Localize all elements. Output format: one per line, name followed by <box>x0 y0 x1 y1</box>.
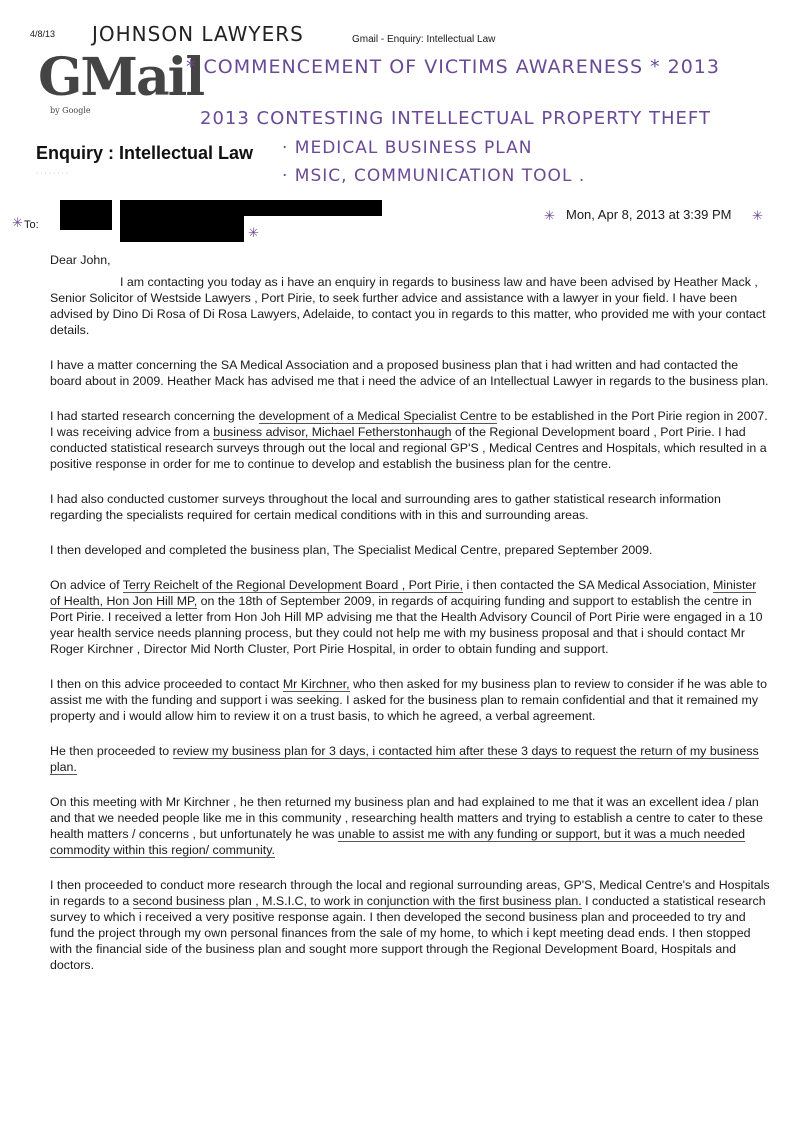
text: On advice of <box>50 578 123 592</box>
window-title: Gmail - Enquiry: Intellectual Law <box>352 34 496 45</box>
handwritten-note-medical-plan: · MEDICAL BUSINESS PLAN <box>282 138 533 158</box>
paragraph-4: I had also conducted customer surveys throughout the local and surrounding ares to gather statistical research information regarding the specialists required for certain medical conditions with in this and surrounding areas. <box>50 492 721 522</box>
underlined-text: business advisor, Michael Fetherstonhaugh <box>213 425 452 439</box>
text: I had started research concerning the <box>50 409 259 423</box>
handwritten-note-contesting-theft: 2013 CONTESTING INTELLECTUAL PROPERTY THEFT <box>200 108 711 129</box>
underlined-text: Minister of Health, Hon Jon Hill MP, <box>50 578 757 608</box>
star-mark-icon: ✳ <box>248 225 259 240</box>
handwritten-note-msic: · MSIC, COMMUNICATION TOOL . <box>282 166 586 186</box>
paragraph-3 <box>50 408 770 472</box>
text: I then proceeded to conduct more research through the local and regional surrounding areas, GP'S, Medical Centre's and Hospitals in regards to a <box>50 878 770 908</box>
greeting: Dear John, <box>50 253 111 267</box>
star-mark-icon: ✳ <box>544 208 555 223</box>
text: to be established in the Port Pirie region in 2007. I was receiving advice from a <box>50 409 768 439</box>
gmail-logo-sub: by Google <box>50 106 91 115</box>
underlined-text: second business plan , M.S.I.C, to work in conjunction with the first business plan. <box>132 894 582 908</box>
redacted-recipient-email-2 <box>120 216 244 242</box>
underlined-text: development of a Medical Specialist Centre <box>258 409 498 423</box>
star-mark-icon: ✳ <box>12 215 23 230</box>
gmail-logo: GMail <box>38 47 204 108</box>
paragraph-10 <box>50 877 770 973</box>
text: On this meeting with Mr Kirchner , he then returned my business plan and had explained to me that it was an excellent idea / plan and that we needed people like me in this community , researching health matters and trying to establish a centre to cater to these health matters / concerns , but unfortunately he was <box>50 795 763 841</box>
redacted-recipient <box>60 200 112 230</box>
text: i then contacted the SA Medical Association, <box>463 578 714 592</box>
text: of the Regional Development board , Port Pirie. I had conducted statistical research surveys through out the local and regional GP'S , Medical Centres and Hospitals, which resulted in a positive response in order for me to continue to develop and establish the business plan for the centre. <box>50 425 767 471</box>
faint-line: · · · · · · · · <box>36 170 69 177</box>
underlined-text: Mr Kirchner, <box>282 677 350 691</box>
text: on the 18th of September 2009, in regards of acquiring funding and support to establish the centre in Port Pirie. I received a letter from Hon Joh Hill MP advising me that the Health Advisory Council of Port Pirie were engaged in a 10 year health service needs planning process, but they could not help me with my business proposal and that i should contact Mr Roger Kirchner , Director Mid North Cluster, Port Pirie Hospital, in order to obtain funding and support. <box>50 594 763 656</box>
paragraph-2: I have a matter concerning the SA Medical Association and a proposed business plan that i had written and had contacted the board about in 2009. Heather Mack has advised me that i need the advice of an Intellectual Lawyer in regards to the business plan. <box>50 358 769 388</box>
email-subject: Enquiry : Intellectual Law <box>36 143 254 163</box>
email-date: Mon, Apr 8, 2013 at 3:39 PM <box>566 207 732 222</box>
email-body <box>50 252 770 992</box>
text: I conducted a statistical research survey to which i received a very positive response again. I then developed the second business plan and proceeded to try and fund the project through my own personal finances from the sale of my home, to which i kept meeting dead ends. I then stopped with the financial side of the business plan and sought more support through the Regional Development Board, Hospitals and doctors. <box>50 894 766 972</box>
paragraph-9 <box>50 794 770 858</box>
underlined-text: review my business plan for 3 days, i contacted him after these 3 days to request the return of my business plan. <box>50 744 759 774</box>
print-date: 4/8/13 <box>30 29 56 39</box>
paragraph-1: I am contacting you today as i have an enquiry in regards to business law and have been advised by Heather Mack , Senior Solicitor of Westside Lawyers , Port Pirie, to seek further advice and assistance with a lawyer in your field. I have been advised by Dino Di Rosa of Di Rosa Lawyers, Adelaide, to contact you in regards to this matter, who provided me with your contact details. <box>50 275 766 337</box>
text: I then on this advice proceeded to contact <box>50 677 283 691</box>
underlined-text: unable to assist me with any funding or support, but it was a much needed commodity within this region/ community. <box>50 827 745 857</box>
text: He then proceeded to <box>50 744 173 758</box>
to-label: To: <box>24 219 39 231</box>
text: who then asked for my business plan to review to consider if he was able to assist me with the funding and support i was seeking. I asked for the business plan to remain confidential and that it remained my property and i would allow him to review it on a trust basis, to which he agreed, a verbal agreement. <box>50 677 767 723</box>
redacted-recipient-email <box>120 200 382 216</box>
paragraph-7 <box>50 676 770 724</box>
paragraph-8 <box>50 743 770 775</box>
handwritten-note-victims-awareness: * COMMENCEMENT OF VICTIMS AWARENESS * 2013 <box>186 56 720 78</box>
paragraph-6 <box>50 577 770 657</box>
underlined-text: Terry Reichelt of the Regional Development Board , Port Pirie, <box>122 578 464 592</box>
paragraph-5: I then developed and completed the business plan, The Specialist Medical Centre, prepared September 2009. <box>50 543 653 557</box>
handwritten-firm-name: JOHNSON LAWYERS <box>92 22 304 46</box>
star-mark-icon: ✳ <box>752 208 763 223</box>
